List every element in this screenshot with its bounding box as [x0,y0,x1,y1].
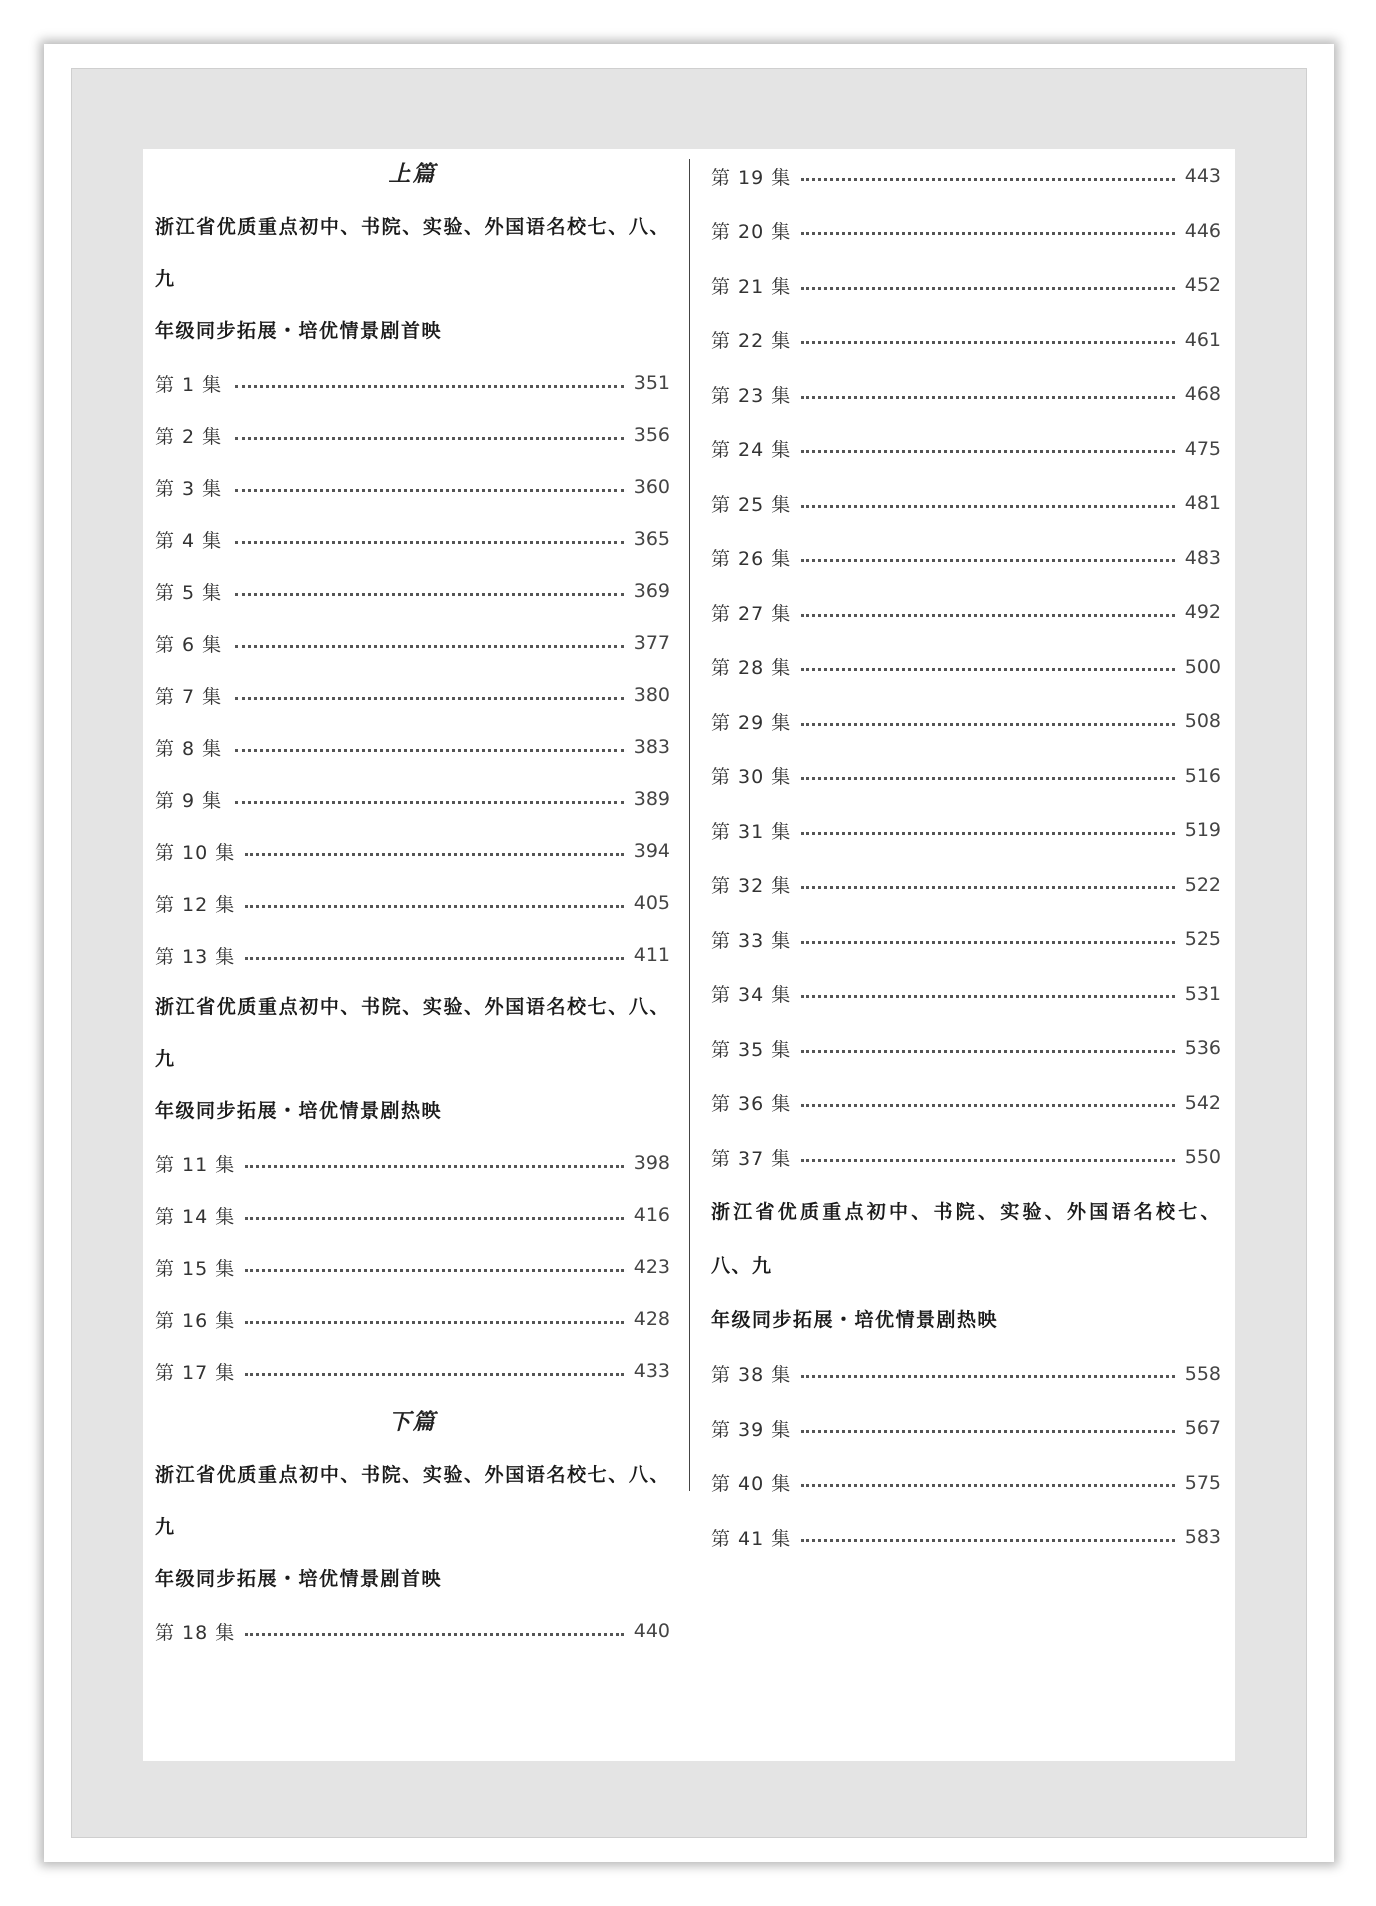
dot-leader [801,1104,1174,1107]
part-title-upper: 上篇 [388,162,437,187]
page-number: 416 [633,1204,670,1226]
page-number: 389 [633,788,670,810]
toc-page [143,149,1235,1761]
episode-label: 第 37 集 [711,1147,792,1170]
episode-label: 第 9 集 [155,789,223,812]
toc-entry[interactable] [711,1076,1221,1131]
episode-label: 第 34 集 [711,984,792,1007]
toc-entry-list [711,1347,1221,1565]
toc-entry[interactable] [711,694,1221,749]
toc-entry[interactable] [155,513,670,565]
dot-leader [245,1165,623,1168]
page-number: 433 [633,1360,670,1382]
dot-leader [235,801,624,804]
episode-label: 第 27 集 [711,602,792,625]
toc-entry[interactable] [711,1456,1221,1511]
toc-entry-list [155,1605,670,1657]
page-number: 394 [633,840,670,862]
dot-leader [235,645,624,648]
dot-leader [801,886,1174,889]
dot-leader [801,1375,1174,1378]
section-heading-line2: 年级同步拓展・培优情景剧热映 [711,1308,999,1331]
episode-label: 第 2 集 [155,425,223,448]
dot-leader [235,749,624,752]
toc-entry[interactable] [711,912,1221,967]
toc-entry[interactable] [711,585,1221,640]
episode-label: 第 28 集 [711,657,792,680]
part-title-lower: 下篇 [388,1410,437,1435]
page-number: 536 [1184,1037,1221,1060]
dot-leader [801,668,1174,671]
page-number: 583 [1184,1526,1221,1549]
toc-entry[interactable] [711,640,1221,695]
dot-leader [801,450,1174,453]
page-number: 519 [1184,819,1221,842]
episode-label: 第 4 集 [155,529,223,552]
episode-label: 第 16 集 [155,1309,236,1332]
section-heading [711,1185,1221,1347]
dot-leader [801,396,1174,399]
dot-leader [801,505,1174,508]
toc-entry[interactable] [155,617,670,669]
page-number: 575 [1184,1471,1221,1494]
episode-label: 第 38 集 [711,1364,792,1387]
dot-leader [801,341,1174,344]
page-number: 483 [1184,546,1221,569]
page-number: 351 [633,372,670,394]
page-number: 398 [633,1152,670,1174]
episode-label: 第 13 集 [155,945,236,968]
toc-entry[interactable] [711,1347,1221,1402]
toc-entry[interactable] [155,877,670,929]
dot-leader [801,832,1174,835]
toc-entry[interactable] [155,669,670,721]
episode-label: 第 1 集 [155,373,223,396]
dot-leader [245,1633,623,1636]
dot-leader [235,437,624,440]
toc-entry[interactable] [155,929,670,981]
dot-leader [801,941,1174,944]
page-number: 492 [1184,601,1221,624]
dot-leader [801,723,1174,726]
section-heading-line1: 浙江省优质重点初中、书院、实验、外国语名校七、八、九 [711,1200,1221,1277]
toc-entry[interactable] [155,565,670,617]
episode-label: 第 30 集 [711,766,792,789]
dot-leader [801,995,1174,998]
section-heading [155,1449,670,1605]
episode-label: 第 15 集 [155,1257,236,1280]
page-number: 542 [1184,1091,1221,1114]
dot-leader [245,1269,623,1272]
dot-leader [801,232,1174,235]
page-number: 380 [633,684,670,706]
toc-entry[interactable] [155,721,670,773]
dot-leader [245,905,623,908]
toc-entry[interactable] [711,1130,1221,1185]
page-number: 377 [633,632,670,654]
episode-label: 第 6 集 [155,633,223,656]
section-heading-line1: 浙江省优质重点初中、书院、实验、外国语名校七、八、九 [155,996,670,1070]
toc-entry[interactable] [155,825,670,877]
episode-label: 第 23 集 [711,384,792,407]
episode-label: 第 18 集 [155,1621,236,1644]
toc-left-column [155,149,670,1657]
episode-label: 第 14 集 [155,1205,236,1228]
toc-entry[interactable] [711,149,1221,204]
toc-entry[interactable] [155,1241,670,1293]
toc-entry-list [155,357,670,981]
toc-entry[interactable] [155,1293,670,1345]
page-number: 461 [1184,328,1221,351]
dot-leader [245,1321,623,1324]
page-number: 356 [633,424,670,446]
dot-leader [235,385,624,388]
page-number: 516 [1184,764,1221,787]
page-number: 500 [1184,655,1221,678]
page-number: 383 [633,736,670,758]
dot-leader [235,697,624,700]
episode-label: 第 7 集 [155,685,223,708]
section-heading-line1: 浙江省优质重点初中、书院、实验、外国语名校七、八、九 [155,1464,670,1538]
section-heading-line1: 浙江省优质重点初中、书院、实验、外国语名校七、八、九 [155,216,670,290]
dot-leader [801,777,1174,780]
dot-leader [235,541,624,544]
section-heading [155,201,670,357]
episode-label: 第 35 集 [711,1038,792,1061]
dot-leader [245,853,623,856]
toc-entry[interactable] [711,367,1221,422]
toc-entry[interactable] [155,461,670,513]
page-number: 440 [633,1620,670,1642]
page-number: 550 [1184,1146,1221,1169]
toc-entry[interactable] [711,422,1221,477]
dot-leader [801,1159,1174,1162]
toc-entry-list [155,1137,670,1397]
episode-label: 第 21 集 [711,275,792,298]
dot-leader [801,1430,1174,1433]
toc-entry[interactable] [155,357,670,409]
episode-label: 第 17 集 [155,1361,236,1384]
page-number: 360 [633,476,670,498]
section-heading-line2: 年级同步拓展・培优情景剧首映 [155,1568,443,1590]
episode-label: 第 36 集 [711,1093,792,1116]
page-number: 411 [633,944,670,966]
toc-entry[interactable] [711,1021,1221,1076]
episode-label: 第 3 集 [155,477,223,500]
dot-leader [801,287,1174,290]
toc-entry[interactable] [711,1401,1221,1456]
section-heading-line2: 年级同步拓展・培优情景剧首映 [155,320,443,342]
dot-leader [245,1217,623,1220]
episode-label: 第 8 集 [155,737,223,760]
dot-leader [235,593,624,596]
episode-label: 第 29 集 [711,711,792,734]
toc-entry[interactable] [711,313,1221,368]
toc-entry[interactable] [711,531,1221,586]
page-number: 369 [633,580,670,602]
toc-entry[interactable] [155,773,670,825]
episode-label: 第 26 集 [711,548,792,571]
page-number: 405 [633,892,670,914]
episode-label: 第 40 集 [711,1473,792,1496]
section-heading-line2: 年级同步拓展・培优情景剧热映 [155,1100,443,1122]
page-number: 531 [1184,982,1221,1005]
toc-entry[interactable] [711,476,1221,531]
dot-leader [245,957,623,960]
toc-entry[interactable] [711,204,1221,259]
page-number: 567 [1184,1417,1221,1440]
episode-label: 第 19 集 [711,166,792,189]
episode-label: 第 20 集 [711,221,792,244]
episode-label: 第 25 集 [711,493,792,516]
episode-label: 第 32 集 [711,875,792,898]
dot-leader [245,1373,623,1376]
toc-entry-list [711,149,1221,1185]
toc-entry[interactable] [711,749,1221,804]
episode-label: 第 39 集 [711,1418,792,1441]
dot-leader [235,489,624,492]
toc-entry[interactable] [155,409,670,461]
toc-entry[interactable] [711,1510,1221,1565]
page-number: 475 [1184,437,1221,460]
page-number: 468 [1184,383,1221,406]
toc-entry[interactable] [155,1605,670,1657]
toc-entry[interactable] [155,1137,670,1189]
episode-label: 第 24 集 [711,439,792,462]
page-number: 428 [633,1308,670,1330]
toc-entry[interactable] [155,1345,670,1397]
episode-label: 第 33 集 [711,929,792,952]
dot-leader [801,614,1174,617]
episode-label: 第 11 集 [155,1153,236,1176]
section-heading [155,981,670,1137]
dot-leader [801,1484,1174,1487]
dot-leader [801,559,1174,562]
toc-right-column [711,149,1221,1565]
episode-label: 第 10 集 [155,841,236,864]
page-number: 365 [633,528,670,550]
page-number: 522 [1184,873,1221,896]
dot-leader [801,1050,1174,1053]
page-number: 508 [1184,710,1221,733]
toc-entry[interactable] [155,1189,670,1241]
page-number: 558 [1184,1362,1221,1385]
page-number: 443 [1184,165,1221,188]
page-number: 525 [1184,928,1221,951]
toc-entry[interactable] [711,258,1221,313]
episode-label: 第 41 集 [711,1527,792,1550]
episode-label: 第 31 集 [711,820,792,843]
toc-entry[interactable] [711,858,1221,913]
toc-entry[interactable] [711,967,1221,1022]
toc-entry[interactable] [711,803,1221,858]
column-divider [689,159,690,1491]
dot-leader [801,1539,1174,1542]
episode-label: 第 5 集 [155,581,223,604]
page-number: 423 [633,1256,670,1278]
page-number: 452 [1184,274,1221,297]
episode-label: 第 22 集 [711,330,792,353]
dot-leader [801,178,1174,181]
page-number: 446 [1184,219,1221,242]
episode-label: 第 12 集 [155,893,236,916]
page-number: 481 [1184,492,1221,515]
